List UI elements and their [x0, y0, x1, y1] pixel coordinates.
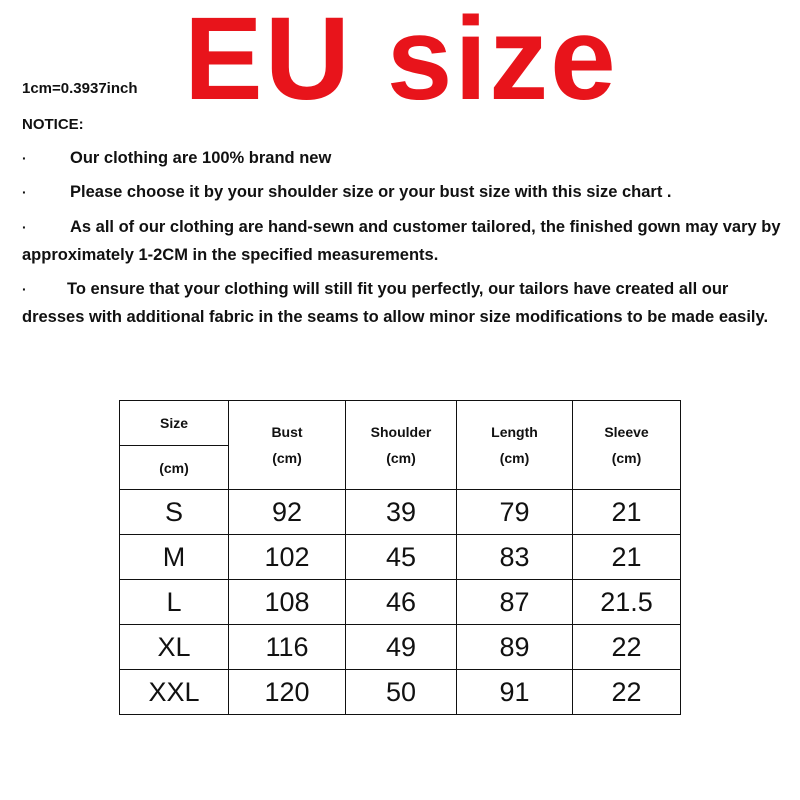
sleeve-header-label: Sleeve: [604, 424, 649, 440]
sleeve-header: [573, 401, 681, 490]
sleeve-cell: 21: [573, 490, 681, 535]
bust-cell: 102: [229, 535, 346, 580]
shoulder-cell: 39: [346, 490, 457, 535]
notice-item: [22, 178, 782, 206]
notice-item: [22, 144, 782, 172]
length-cell: 89: [457, 625, 573, 670]
length-header-unit: (cm): [499, 450, 530, 466]
bust-header-label: Bust: [271, 424, 303, 440]
notice-text: Our clothing are 100% brand new: [70, 149, 332, 167]
shoulder-cell: 50: [346, 670, 457, 715]
size-cell: XXL: [120, 670, 229, 715]
bullet-icon: ·: [22, 281, 27, 297]
shoulder-header: [346, 401, 457, 490]
size-header: Size: [120, 401, 229, 446]
sleeve-cell: 21.5: [573, 580, 681, 625]
size-cell: XL: [120, 625, 229, 670]
table-row: [120, 670, 681, 715]
bust-cell: 120: [229, 670, 346, 715]
notice-text: To ensure that your clothing will still fit you perfectly, our tailors have created all our dresses with additional fabric in the seams to allow minor size modifications to be made easily.: [22, 280, 769, 326]
unit-conversion-note: 1cm=0.3937inch: [22, 80, 138, 97]
bullet-icon: ·: [22, 150, 27, 166]
length-header-label: Length: [491, 424, 538, 440]
bust-header: [229, 401, 346, 490]
table-row: [120, 580, 681, 625]
size-chart-table: [119, 400, 681, 715]
shoulder-cell: 45: [346, 535, 457, 580]
size-cell: L: [120, 580, 229, 625]
size-unit-header: (cm): [120, 446, 229, 490]
table-row: [120, 625, 681, 670]
length-cell: 83: [457, 535, 573, 580]
size-cell: S: [120, 490, 229, 535]
table-row: [120, 490, 681, 535]
shoulder-cell: 49: [346, 625, 457, 670]
sleeve-cell: 22: [573, 670, 681, 715]
bust-header-unit: (cm): [272, 450, 302, 466]
length-cell: 87: [457, 580, 573, 625]
bust-cell: 116: [229, 625, 346, 670]
notice-text: As all of our clothing are hand-sewn and customer tailored, the finished gown may vary by approximately 1-2CM in the specified measurements.: [22, 218, 781, 264]
bullet-icon: ·: [22, 184, 27, 200]
notice-item: [22, 275, 782, 331]
bust-cell: 92: [229, 490, 346, 535]
table-row: [120, 535, 681, 580]
bullet-icon: ·: [22, 219, 27, 235]
notice-heading: NOTICE:: [22, 116, 84, 133]
sleeve-header-unit: (cm): [611, 450, 642, 466]
length-cell: 91: [457, 670, 573, 715]
shoulder-header-label: Shoulder: [370, 424, 432, 440]
shoulder-cell: 46: [346, 580, 457, 625]
length-header: [457, 401, 573, 490]
notice-item: [22, 213, 782, 269]
sleeve-cell: 21: [573, 535, 681, 580]
size-cell: M: [120, 535, 229, 580]
page-title: EU size: [184, 0, 618, 125]
shoulder-header-unit: (cm): [386, 450, 416, 466]
length-cell: 79: [457, 490, 573, 535]
sleeve-cell: 22: [573, 625, 681, 670]
notice-text: Please choose it by your shoulder size or your bust size with this size chart .: [70, 183, 672, 201]
bust-cell: 108: [229, 580, 346, 625]
